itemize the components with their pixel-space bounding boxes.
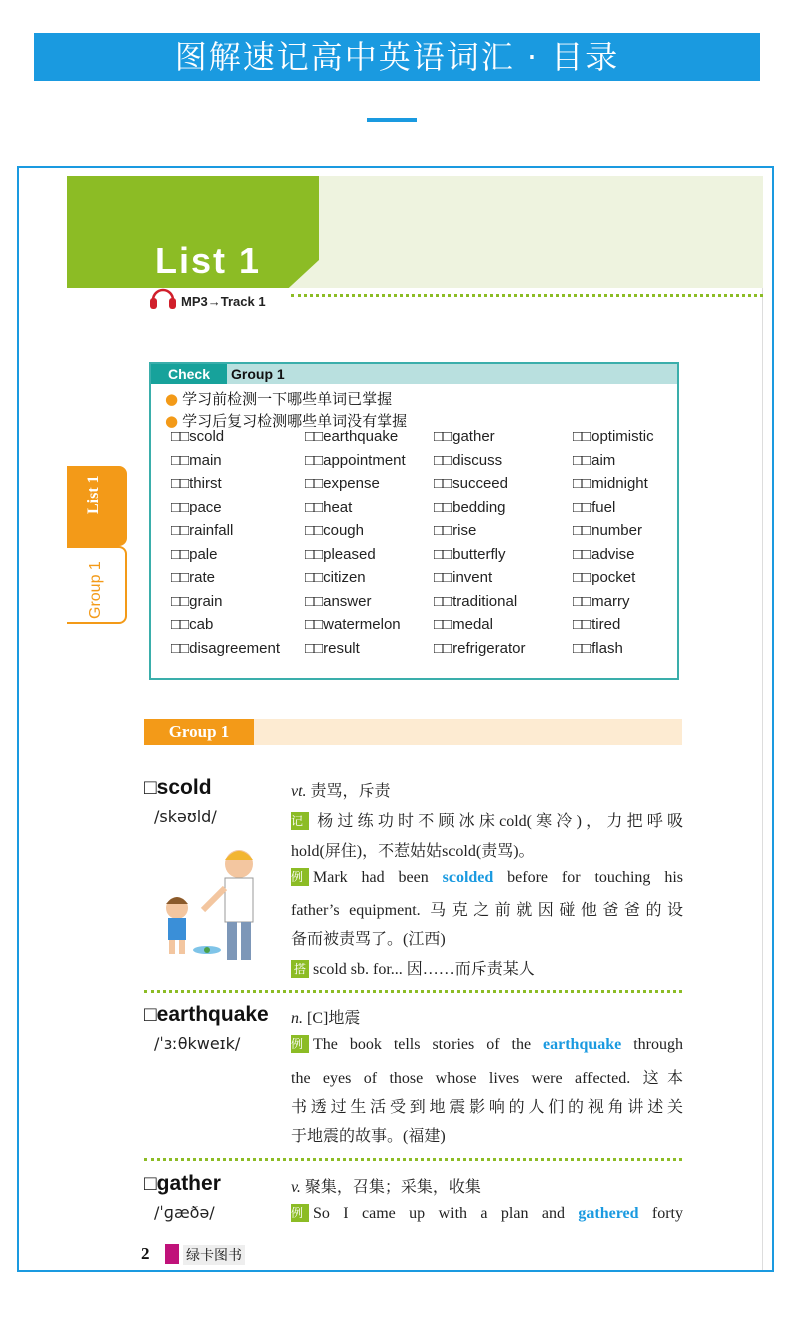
check-word[interactable]: □□rainfall [171,522,234,539]
entry-divider [144,990,682,993]
example-line [291,868,683,887]
bullet-text: 学习前检测一下哪些单词已掌握 [182,390,393,408]
headword: □gather [144,1172,221,1195]
side-tab-group-label: Group 1 [87,561,104,619]
check-word[interactable]: □□pleased [305,545,376,563]
example-text: before for touching his [493,869,683,886]
check-word[interactable]: □□grain [171,592,223,610]
example-text: through [621,1036,683,1053]
example-line [291,1204,683,1223]
list-divider [291,294,763,297]
check-word[interactable]: □□gather [434,428,495,445]
check-word[interactable]: □□citizen [305,569,366,586]
check-word[interactable]: □□midnight [573,475,648,492]
check-word-row [171,522,681,546]
bullet-text: 学习后复习检测哪些单词没有掌握 [182,412,408,430]
check-word-row [171,475,681,499]
check-word[interactable]: □□flash [573,639,623,657]
example-line: the eyes of those whose lives were affected. 这本 [291,1070,683,1087]
check-word-row [171,569,681,593]
page-number: 2 [141,1244,150,1263]
phonetic: /ˈɡæðə/ [154,1203,215,1222]
check-word[interactable]: □□appointment [305,451,406,469]
check-word[interactable]: □□cab [171,616,214,633]
keyword: gathered [578,1205,639,1222]
check-word-row [171,428,681,452]
mp3-track-label[interactable]: MP3→Track 1 [181,294,266,309]
brand-name: 绿卡图书 [183,1245,245,1265]
check-word[interactable]: □□expense [305,475,380,492]
check-word[interactable]: □□advise [573,545,635,563]
check-word[interactable]: □□main [171,451,222,469]
check-word[interactable]: □□butterfly [434,545,506,563]
phonetic: /ˈɜːθkweɪk/ [154,1034,241,1053]
example-line [291,1035,683,1054]
check-word[interactable]: □□watermelon [305,616,401,633]
check-word-row [171,546,681,570]
meaning: 责骂，斥责 [310,783,391,800]
check-tab: Check [151,364,227,384]
check-word[interactable]: □□succeed [434,475,508,492]
example-line: 于地震的故事。(福建) [291,1128,446,1145]
check-word[interactable]: □□thirst [171,475,222,492]
check-word-grid [171,428,681,663]
example-text: So I came up with a plan and [313,1205,579,1222]
check-word[interactable]: □□rate [171,569,215,586]
check-word[interactable]: □□heat [305,498,353,516]
check-word[interactable]: □□optimistic [573,428,654,445]
check-word-row [171,593,681,617]
definition [291,778,683,801]
definition [291,1174,683,1197]
headphone-icon[interactable] [149,284,177,310]
check-word-row [171,616,681,640]
page-frame [17,166,774,1272]
brand-logo-icon [165,1244,179,1264]
example-text: Mark had been [313,869,443,886]
definition [291,1005,683,1028]
list-title: List 1 [155,240,262,281]
banner-divider [367,118,417,122]
headword: □earthquake [144,1003,269,1026]
check-group-title: Group 1 [231,366,285,382]
check-word[interactable]: □□traditional [434,592,518,610]
check-word[interactable]: □□pocket [573,569,636,586]
check-word[interactable]: □□bedding [434,498,506,516]
check-word[interactable]: □□rise [434,522,477,539]
check-word[interactable]: □□answer [305,592,372,610]
phonetic: /skəʊld/ [154,807,217,826]
check-word[interactable]: □□refrigerator [434,639,526,657]
check-header [151,364,677,384]
meaning: 聚集，召集；采集，收集 [304,1179,481,1196]
entry-divider [144,1158,682,1161]
example-line: father’s equipment. 马克之前就因碰他爸爸的设 [291,902,683,919]
check-word-row [171,640,681,664]
example-line: 备而被责骂了。(江西) [291,931,446,948]
check-bullet: ● 学习后复习检测哪些单词没有掌握 [165,412,408,430]
check-word[interactable]: □□pale [171,545,218,563]
check-word[interactable]: □□scold [171,428,225,445]
check-word[interactable]: □□pace [171,498,222,516]
check-bullet: ● 学习前检测一下哪些单词已掌握 [165,390,393,408]
memory-line [291,808,683,831]
book-page [67,176,763,1270]
memory-tag-icon: 记 [291,812,309,830]
check-word[interactable]: □□earthquake [305,428,399,445]
example-tag-icon: 例 [291,1204,309,1222]
part-of-speech: vt. [291,783,307,800]
check-word[interactable]: □□discuss [434,451,503,469]
scolding-illustration [155,840,275,964]
check-word[interactable]: □□invent [434,569,493,586]
check-word[interactable]: □□cough [305,522,364,539]
part-of-speech: n. [291,1010,303,1027]
check-word-row [171,452,681,476]
check-word[interactable]: □□marry [573,592,630,610]
example-tag-icon: 例 [291,1035,309,1053]
example-text: The book tells stories of the [313,1036,544,1053]
page-banner: 图解速记高中英语词汇 · 目录 [34,33,760,81]
check-word[interactable]: □□medal [434,616,493,633]
memory-text: 杨过练功时不顾冰床cold(寒冷)，力把呼吸 [313,813,683,830]
keyword: scolded [442,869,494,886]
example-text: forty [638,1205,683,1222]
meaning: [C]地震 [307,1010,361,1027]
collocation-tag-icon: 搭 [291,960,309,978]
check-word[interactable]: □□result [305,639,360,657]
example-line: 书透过生活受到地震影响的人们的视角讲述关 [291,1099,683,1116]
check-word[interactable]: □□disagreement [171,639,281,657]
check-panel [149,362,679,680]
check-word[interactable]: □□aim [573,451,616,469]
check-word[interactable]: □□fuel [573,498,616,516]
check-word[interactable]: □□tired [573,616,621,633]
collocation-text: scold sb. for... 因……而斥责某人 [313,961,535,978]
collocation-line [291,956,683,979]
memory-line: hold(屏住)，不惹姑姑scold(责骂)。 [291,843,535,860]
side-tab-list-label: List 1 [85,475,102,514]
example-tag-icon: 例 [291,868,309,886]
check-word[interactable]: □□number [573,522,642,539]
part-of-speech: v. [291,1179,301,1196]
check-word-row [171,499,681,523]
group-label: Group 1 [144,719,254,745]
keyword: earthquake [543,1036,622,1053]
headword: □scold [144,776,212,799]
